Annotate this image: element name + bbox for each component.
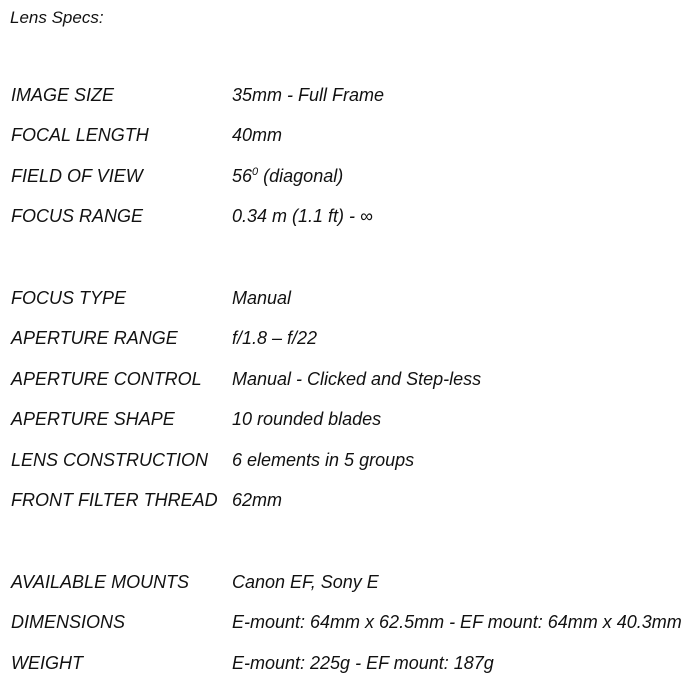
spec-row-front-filter-thread <box>0 490 700 514</box>
spec-value: 6 elements in 5 groups <box>232 450 415 470</box>
spec-label: APERTURE SHAPE <box>11 409 175 429</box>
spec-value: 10 rounded blades <box>232 409 382 429</box>
degree-superscript: 0 <box>252 166 259 178</box>
spec-label: APERTURE RANGE <box>11 328 178 348</box>
spec-row-lens-construction <box>0 450 700 474</box>
spec-row-dimensions <box>0 612 700 636</box>
spec-value: E-mount: 225g - EF mount: 187g <box>232 653 494 673</box>
spec-label: FIELD OF VIEW <box>11 166 143 186</box>
spec-label: IMAGE SIZE <box>11 85 115 105</box>
spec-value: Canon EF, Sony E <box>232 572 379 592</box>
spec-label: LENS CONSTRUCTION <box>11 450 209 470</box>
spec-row-focus-range <box>0 206 700 230</box>
spec-value: E-mount: 64mm x 62.5mm - EF mount: 64mm x 40.3mm <box>232 612 682 632</box>
spec-value: 62mm <box>232 490 283 510</box>
spec-label: FOCUS TYPE <box>11 288 127 308</box>
spec-row-weight <box>0 653 700 677</box>
spec-row-field-of-view <box>0 166 700 190</box>
spec-label: FRONT FILTER THREAD <box>11 490 218 510</box>
spec-row-image-size <box>0 85 700 109</box>
spec-label: DIMENSIONS <box>11 612 126 632</box>
spec-label: WEIGHT <box>11 653 83 673</box>
spec-label: APERTURE CONTROL <box>11 369 202 389</box>
spec-value: Manual <box>232 288 292 308</box>
spec-value: 0.34 m (1.1 ft) - ∞ <box>232 206 373 226</box>
spec-value: 40mm <box>232 125 283 145</box>
spec-row-aperture-shape <box>0 409 700 433</box>
spec-row-aperture-control <box>0 369 700 393</box>
spec-label: FOCAL LENGTH <box>11 125 149 145</box>
spec-value-group <box>232 166 343 187</box>
spec-label: FOCUS RANGE <box>11 206 144 226</box>
spec-label: AVAILABLE MOUNTS <box>11 572 190 592</box>
spec-value: 56 <box>232 166 253 186</box>
spec-row-focal-length <box>0 125 700 149</box>
spec-row-aperture-range <box>0 328 700 352</box>
spec-value: 35mm - Full Frame <box>232 85 385 105</box>
spec-value: Manual - Clicked and Step-less <box>232 369 482 389</box>
spec-value-suffix: (diagonal) <box>258 166 344 186</box>
spec-value: f/1.8 – f/22 <box>232 328 318 348</box>
page-title: Lens Specs: <box>10 8 104 27</box>
spec-row-available-mounts <box>0 572 700 596</box>
spec-row-focus-type <box>0 288 700 312</box>
